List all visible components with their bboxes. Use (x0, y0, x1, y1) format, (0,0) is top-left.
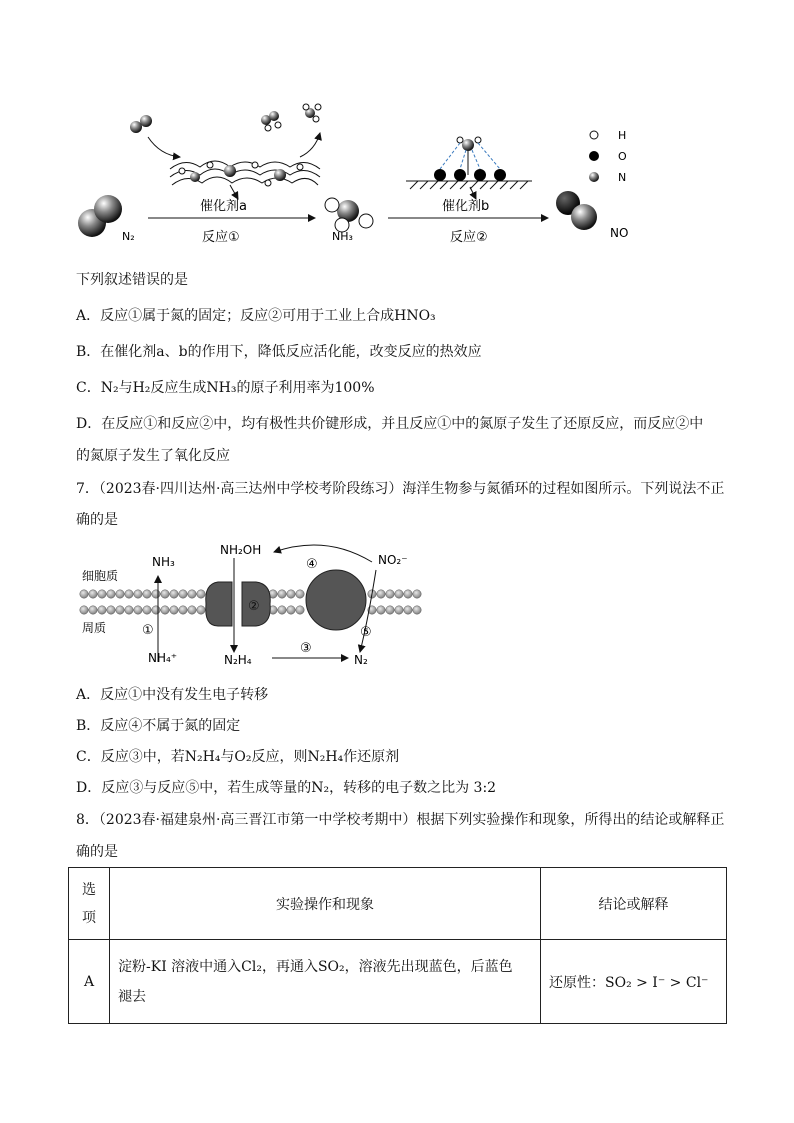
q6-option-d-line1: D．在反应①和反应②中，均有极性共价键形成，并且反应①中的氮原子发生了还原反应，而反应②中 (76, 416, 704, 432)
q6-option-a: A．反应①属于氮的固定；反应②可用于工业上合成HNO₃ (76, 308, 436, 324)
membrane-bead (413, 606, 421, 614)
membrane-bead (386, 606, 394, 614)
atom-legend (589, 129, 627, 184)
header-operation: 实验操作和现象 (110, 868, 541, 940)
membrane-bead (296, 606, 304, 614)
membrane-bead (404, 590, 412, 598)
membrane-bead (80, 590, 88, 598)
membrane-bead (116, 590, 124, 598)
legend-h: H (618, 129, 627, 142)
legend-n: N (618, 171, 627, 184)
membrane-bead (278, 606, 286, 614)
membrane-bead (98, 590, 106, 598)
q7-option-a: A．反应①中没有发生电子转移 (76, 687, 269, 703)
membrane-bead (125, 606, 133, 614)
table-row (69, 940, 727, 1024)
membrane-bead (134, 590, 142, 598)
legend-o: O (618, 150, 627, 163)
q6-stem: 下列叙述错误的是 (76, 272, 188, 288)
enzyme (306, 570, 366, 630)
row-a-operation: 淀粉-KI 溶液中通入Cl₂，再通入SO₂，溶液先出现蓝色，后蓝色 褪去 (110, 940, 541, 1024)
transporter-protein (206, 582, 232, 626)
reaction-1-mark: ① (142, 623, 154, 638)
q6-option-c: C．N₂与H₂反应生成NH₃的原子利用率为100% (76, 380, 375, 396)
membrane-bead (179, 606, 187, 614)
reaction-2-mark: ② (248, 599, 260, 614)
q6-option-d-line2: 的氮原子发生了氧化反应 (76, 448, 230, 464)
nh3-molecule (325, 198, 373, 232)
membrane-bead (395, 606, 403, 614)
membrane-bead (404, 606, 412, 614)
membrane-bead (89, 590, 97, 598)
reaction-3-mark: ③ (300, 641, 312, 656)
membrane-bead (188, 606, 196, 614)
membrane-bead (197, 590, 205, 598)
membrane-bead (170, 606, 178, 614)
membrane-bead (287, 590, 295, 598)
membrane-bead (89, 606, 97, 614)
no-molecule (556, 191, 597, 230)
nh2oh-label: NH₂OH (220, 543, 262, 557)
q7-option-b: B．反应④不属于氮的固定 (76, 718, 241, 734)
membrane-bead (161, 590, 169, 598)
n2-molecule (78, 195, 122, 237)
membrane-bead (170, 590, 178, 598)
table-header-row (69, 868, 727, 940)
membrane-bead (80, 606, 88, 614)
q8-stem-line1: 8．（2023春·福建泉州·高三晋江市第一中学校考期中）根据下列实验操作和现象，所得出的结论或解释正 (76, 812, 725, 828)
nh3-label: NH₃ (152, 555, 175, 569)
catalyst-b-label: 催化剂b (442, 199, 490, 214)
membrane-bead (107, 590, 115, 598)
membrane-bead (197, 606, 205, 614)
nh3-label: NH₃ (332, 230, 353, 243)
n2-label: N₂ (354, 653, 368, 667)
membrane-bead (143, 590, 151, 598)
membrane-bead (413, 590, 421, 598)
q7-option-c: C．反应③中，若N₂H₄与O₂反应，则N₂H₄作还原剂 (76, 749, 400, 765)
membrane-bead (161, 606, 169, 614)
q7-option-d: D．反应③与反应⑤中，若生成等量的N₂，转移的电子数之比为 3:2 (76, 780, 497, 796)
membrane-bead (134, 606, 142, 614)
catalyst-a-label: 催化剂a (200, 199, 247, 214)
reaction-2-label: 反应② (450, 230, 488, 245)
no-label: NO (610, 226, 629, 240)
header-conclusion: 结论或解释 (541, 868, 727, 940)
membrane-bead (107, 606, 115, 614)
membrane-bead (116, 606, 124, 614)
row-a-conclusion: 还原性：SO₂ > I⁻ > Cl⁻ (541, 940, 727, 1024)
membrane-bead (152, 606, 160, 614)
membrane-bead (188, 590, 196, 598)
reaction-figure-1 (70, 95, 730, 255)
q6-option-b: B．在催化剂a、b的作用下，降低反应活化能，改变反应的热效应 (76, 344, 482, 360)
membrane-bead (296, 590, 304, 598)
membrane-bead (377, 606, 385, 614)
reaction-5-mark: ⑤ (360, 625, 372, 640)
q7-stem-line1: 7．（2023春·四川达州·高三达州中学校考阶段练习）海洋生物参与氮循环的过程如图所示。下列说法不正 (76, 481, 725, 497)
membrane-bead (125, 590, 133, 598)
header-option: 选 项 (69, 868, 110, 940)
membrane-bead (386, 590, 394, 598)
cytoplasm-label: 细胞质 (82, 569, 119, 583)
n2h4-label: N₂H₄ (224, 653, 252, 667)
q7-stem-line2: 确的是 (76, 512, 118, 528)
row-a-option: A (69, 940, 110, 1024)
q8-stem-line2: 确的是 (76, 844, 118, 860)
nh4-label: NH₄⁺ (148, 651, 178, 665)
membrane-bead (98, 606, 106, 614)
catalyst-b-surface (406, 137, 532, 189)
membrane-bead (395, 590, 403, 598)
reaction-1-label: 反应① (202, 230, 240, 245)
periplasm-label: 周质 (82, 621, 107, 635)
n2-small-molecules (130, 104, 321, 133)
reaction-4-mark: ④ (306, 557, 318, 572)
membrane-bead (143, 606, 151, 614)
membrane-bead (287, 606, 295, 614)
membrane-bead (152, 590, 160, 598)
nitrogen-cycle-figure (76, 540, 436, 670)
experiment-table (68, 867, 727, 1024)
n2-label: N₂ (122, 230, 135, 243)
no2-label: NO₂⁻ (378, 553, 408, 567)
membrane-bead (179, 590, 187, 598)
membrane-bead (278, 590, 286, 598)
membrane-bead (377, 590, 385, 598)
